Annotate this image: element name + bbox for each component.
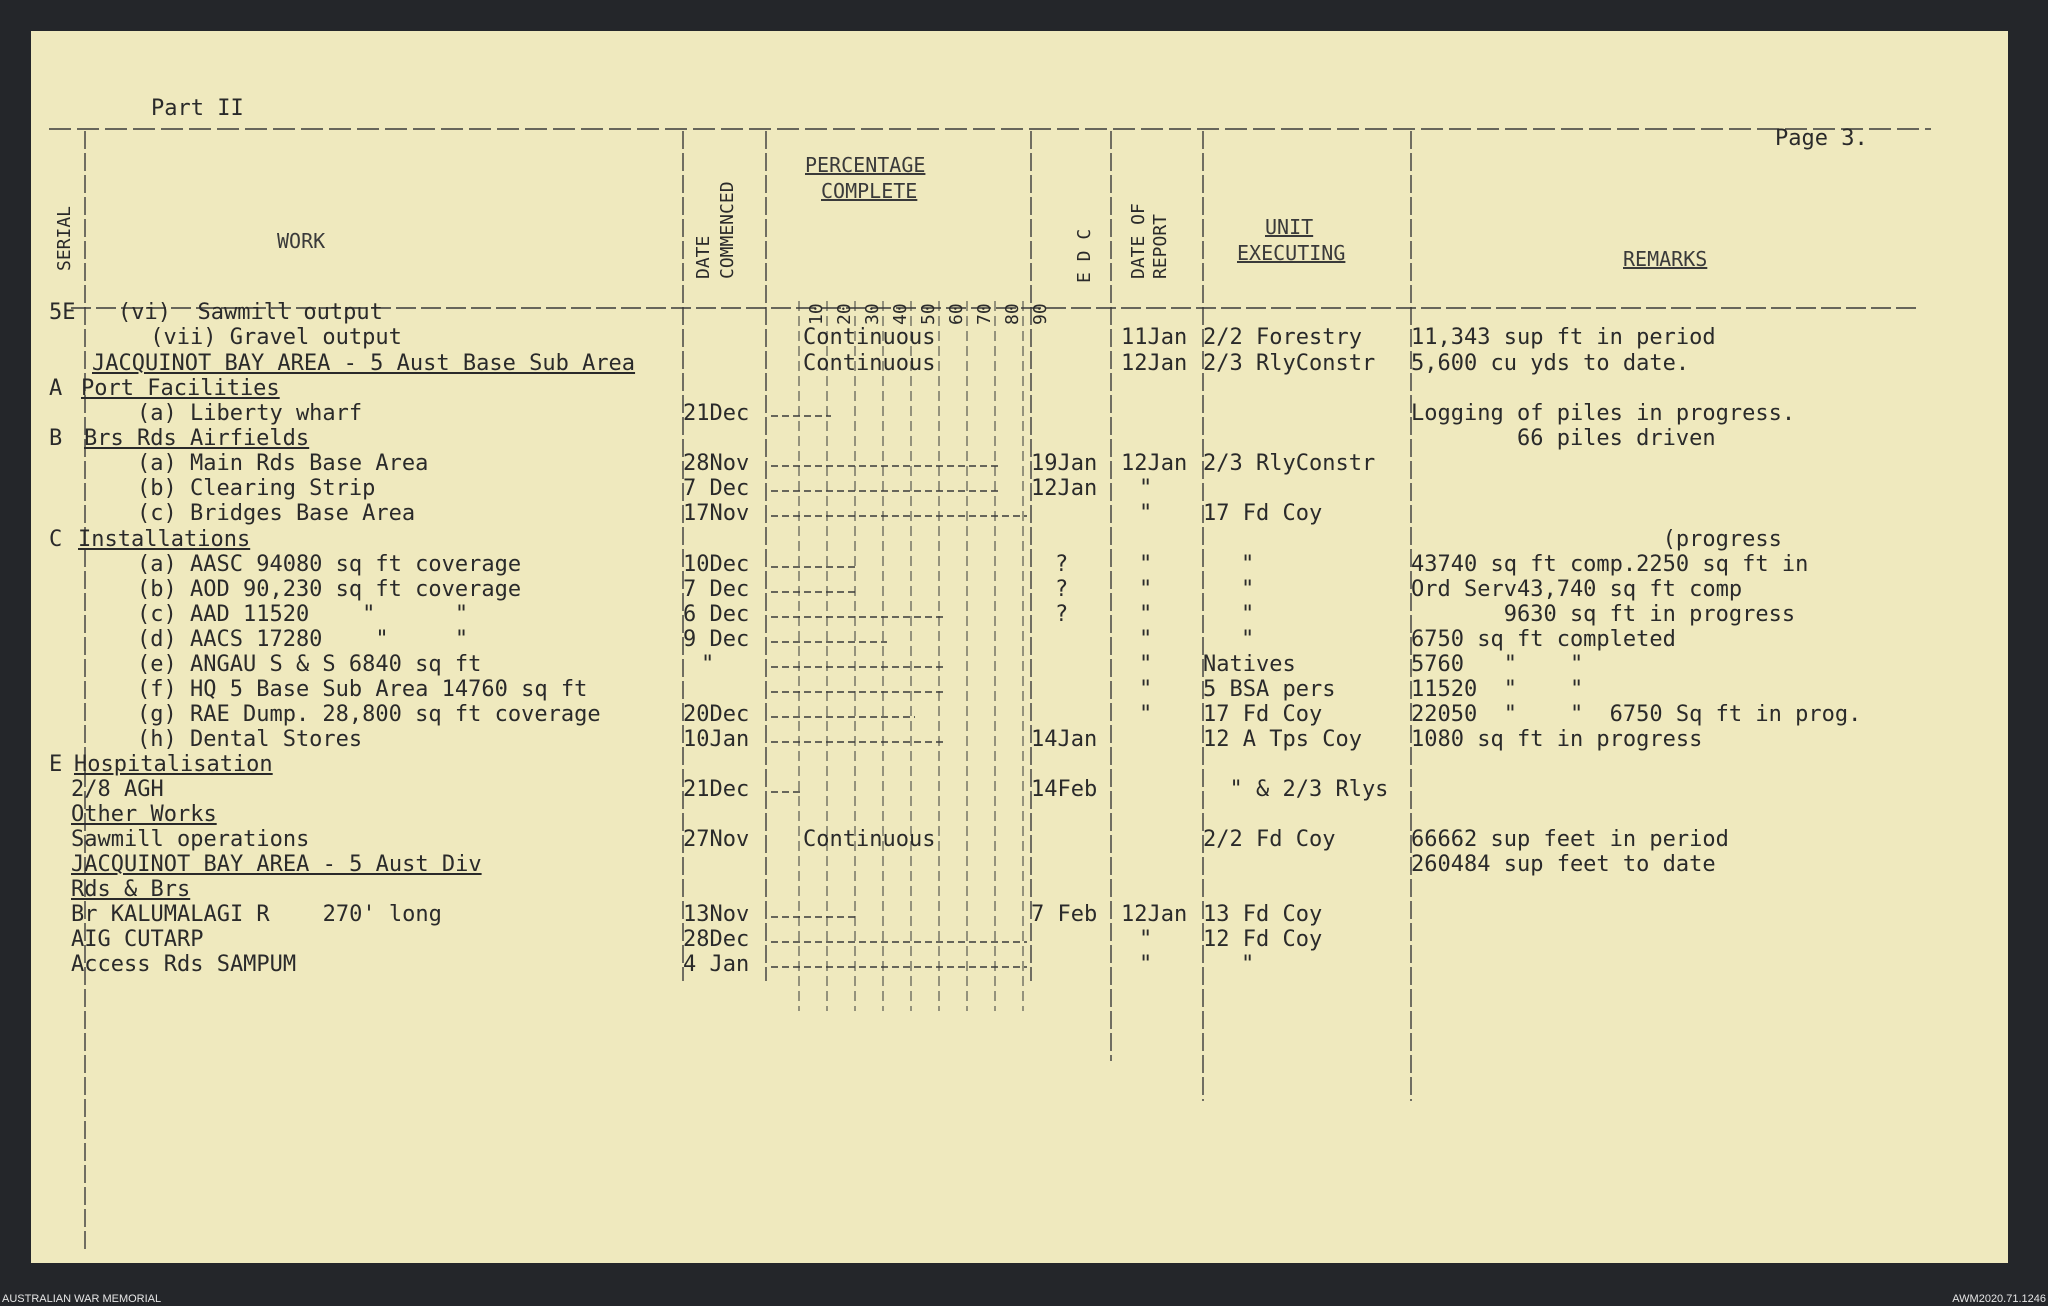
row-remarks: Ord Serv43,740 sq ft comp	[1411, 577, 1743, 602]
row-remarks: (progress	[1411, 527, 1782, 552]
row-unit: "	[1241, 552, 1255, 577]
row-unit: "	[1241, 952, 1255, 977]
row-work: Other Works	[71, 802, 217, 827]
row-work: (vii) Gravel output	[137, 325, 402, 350]
row-unit: 5 BSA pers	[1203, 677, 1336, 702]
row-remarks: 66662 sup feet in period	[1411, 827, 1729, 852]
row-progress-text: Continuous	[803, 351, 936, 376]
row-date-commenced: 7 Dec	[683, 577, 750, 602]
row-date-of-report: "	[1139, 602, 1153, 627]
percent-tick-label: 80	[1002, 303, 1023, 325]
row-work: Access Rds SAMPUM	[71, 952, 297, 977]
page-number: Page 3.	[1775, 126, 1868, 151]
row-work: (a) Main Rds Base Area	[137, 451, 429, 476]
row-date-commenced: "	[701, 652, 715, 677]
row-date-commenced: 10Dec	[683, 552, 750, 577]
percent-tick-label: 50	[918, 303, 939, 325]
row-date-commenced: 21Dec	[683, 777, 750, 802]
row-remarks: 6750 sq ft completed	[1411, 627, 1676, 652]
row-date-commenced: 17Nov	[683, 501, 750, 526]
row-remarks: Logging of piles in progress.	[1411, 401, 1796, 426]
row-date-commenced: 20Dec	[683, 702, 750, 727]
row-work: AIG CUTARP	[71, 927, 204, 952]
row-date-commenced: 13Nov	[683, 902, 750, 927]
row-unit: 2/2 Forestry	[1203, 325, 1362, 350]
row-date-of-report: "	[1139, 501, 1153, 526]
row-remarks: 5760 " "	[1411, 652, 1584, 677]
row-date-of-report: "	[1139, 627, 1153, 652]
row-work: (c) AAD 11520 " "	[137, 602, 469, 627]
part-label: Part II	[151, 96, 244, 121]
row-date-commenced: 28Nov	[683, 451, 750, 476]
row-serial: A	[49, 376, 63, 401]
header-serial: SERIAL	[54, 205, 75, 271]
row-edc: 19Jan	[1031, 451, 1098, 476]
percent-tick-label: 30	[862, 303, 883, 325]
row-work: (g) RAE Dump. 28,800 sq ft coverage	[137, 702, 601, 727]
row-work: (f) HQ 5 Base Sub Area 14760 sq ft	[137, 677, 588, 702]
row-work: Rds & Brs	[71, 877, 191, 902]
row-work: (d) AACS 17280 " "	[137, 627, 469, 652]
header-executing: EXECUTING	[1237, 241, 1346, 265]
row-edc: 14Jan	[1031, 727, 1098, 752]
row-work: (c) Bridges Base Area	[137, 501, 416, 526]
row-unit: Natives	[1203, 652, 1296, 677]
percent-tick-label: 90	[1030, 303, 1051, 325]
row-date-of-report: "	[1139, 702, 1153, 727]
header-date-commenced-1: DATE	[693, 235, 714, 279]
row-date-commenced: 21Dec	[683, 401, 750, 426]
row-date-of-report: "	[1139, 476, 1153, 501]
row-work: (vi) Sawmill output	[118, 300, 383, 325]
row-edc: 12Jan	[1031, 476, 1098, 501]
row-edc: ?	[1055, 602, 1069, 627]
row-work: Brs Rds Airfields	[84, 426, 310, 451]
row-unit: "	[1241, 602, 1255, 627]
row-work: (a) Liberty wharf	[137, 401, 363, 426]
row-date-of-report: "	[1139, 552, 1153, 577]
row-work: (h) Dental Stores	[137, 727, 363, 752]
document-page	[31, 31, 2008, 1263]
percent-tick-label: 10	[806, 303, 827, 325]
row-remarks: 9630 sq ft in progress	[1411, 602, 1796, 627]
header-remarks: REMARKS	[1623, 247, 1708, 271]
row-date-of-report: 11Jan	[1121, 325, 1188, 350]
row-work: (b) AOD 90,230 sq ft coverage	[137, 577, 522, 602]
row-edc: 14Feb	[1031, 777, 1098, 802]
row-remarks: 43740 sq ft comp.2250 sq ft in	[1411, 552, 1809, 577]
row-date-of-report: 12Jan	[1121, 351, 1188, 376]
row-date-commenced: 10Jan	[683, 727, 750, 752]
row-work: (b) Clearing Strip	[137, 476, 376, 501]
row-unit: 2/2 Fd Coy	[1203, 827, 1336, 852]
row-date-commenced: 9 Dec	[683, 627, 750, 652]
row-unit: 12 Fd Coy	[1203, 927, 1323, 952]
row-work: Installations	[78, 527, 251, 552]
header-unit: UNIT	[1265, 215, 1314, 239]
percent-tick-label: 40	[890, 303, 911, 325]
row-date-commenced: 27Nov	[683, 827, 750, 852]
row-unit: "	[1241, 627, 1255, 652]
row-date-commenced: 7 Dec	[683, 476, 750, 501]
header-edc: E D C	[1074, 228, 1095, 283]
row-unit: 13 Fd Coy	[1203, 902, 1323, 927]
row-work: Br KALUMALAGI R 270' long	[71, 902, 442, 927]
row-remarks: 260484 sup feet to date	[1411, 852, 1716, 877]
row-date-of-report: 12Jan	[1121, 902, 1188, 927]
row-work: Sawmill operations	[71, 827, 310, 852]
header-date-of-report-2: REPORT	[1150, 213, 1171, 279]
row-date-of-report: "	[1139, 677, 1153, 702]
footer-left: AUSTRALIAN WAR MEMORIAL	[2, 1293, 162, 1305]
row-serial: C	[49, 527, 63, 552]
header-work: WORK	[277, 229, 326, 253]
row-date-of-report: "	[1139, 952, 1153, 977]
row-progress-text: Continuous	[803, 325, 936, 350]
percent-tick-label: 70	[974, 303, 995, 325]
row-edc: ?	[1055, 577, 1069, 602]
row-date-of-report: "	[1139, 577, 1153, 602]
header-date-commenced-2: COMMENCED	[717, 181, 738, 279]
row-serial: 5E	[49, 300, 76, 325]
row-edc: 7 Feb	[1031, 902, 1098, 927]
row-remarks: 5,600 cu yds to date.	[1411, 351, 1690, 376]
header-date-of-report-1: DATE OF	[1128, 203, 1149, 279]
percent-tick-label: 60	[946, 303, 967, 325]
row-remarks: 22050 " " 6750 Sq ft in prog.	[1411, 702, 1862, 727]
row-date-commenced: 4 Jan	[683, 952, 750, 977]
row-remarks: 11520 " "	[1411, 677, 1584, 702]
row-remarks: 1080 sq ft in progress	[1411, 727, 1703, 752]
row-unit: 2/3 RlyConstr	[1203, 451, 1376, 476]
row-date-of-report: 12Jan	[1121, 451, 1188, 476]
row-date-commenced: 6 Dec	[683, 602, 750, 627]
row-work: Hospitalisation	[74, 752, 273, 777]
row-progress-text: Continuous	[803, 827, 936, 852]
row-serial: E	[49, 752, 63, 777]
header-percentage: PERCENTAGE	[805, 153, 926, 177]
percent-tick-label: 20	[834, 303, 855, 325]
row-unit: 12 A Tps Coy	[1203, 727, 1362, 752]
row-work: (a) AASC 94080 sq ft coverage	[137, 552, 522, 577]
row-edc: ?	[1055, 552, 1069, 577]
footer-right: AWM2020.71.1246	[1952, 1293, 2046, 1305]
row-unit: " & 2/3 Rlys	[1203, 777, 1389, 802]
row-unit: 17 Fd Coy	[1203, 501, 1323, 526]
row-work: JACQUINOT BAY AREA - 5 Aust Div	[71, 852, 482, 877]
row-unit: "	[1241, 577, 1255, 602]
row-date-commenced: 28Dec	[683, 927, 750, 952]
row-work: Port Facilities	[81, 376, 280, 401]
row-serial: B	[49, 426, 63, 451]
row-work: JACQUINOT BAY AREA - 5 Aust Base Sub Area	[92, 351, 636, 376]
header-complete: COMPLETE	[821, 179, 918, 203]
row-unit: 17 Fd Coy	[1203, 702, 1323, 727]
row-remarks: 66 piles driven	[1411, 426, 1716, 451]
row-unit: 2/3 RlyConstr	[1203, 351, 1376, 376]
row-date-of-report: "	[1139, 652, 1153, 677]
row-work: 2/8 AGH	[71, 777, 164, 802]
row-remarks: 11,343 sup ft in period	[1411, 325, 1716, 350]
row-work: (e) ANGAU S & S 6840 sq ft	[137, 652, 482, 677]
row-date-of-report: "	[1139, 927, 1153, 952]
